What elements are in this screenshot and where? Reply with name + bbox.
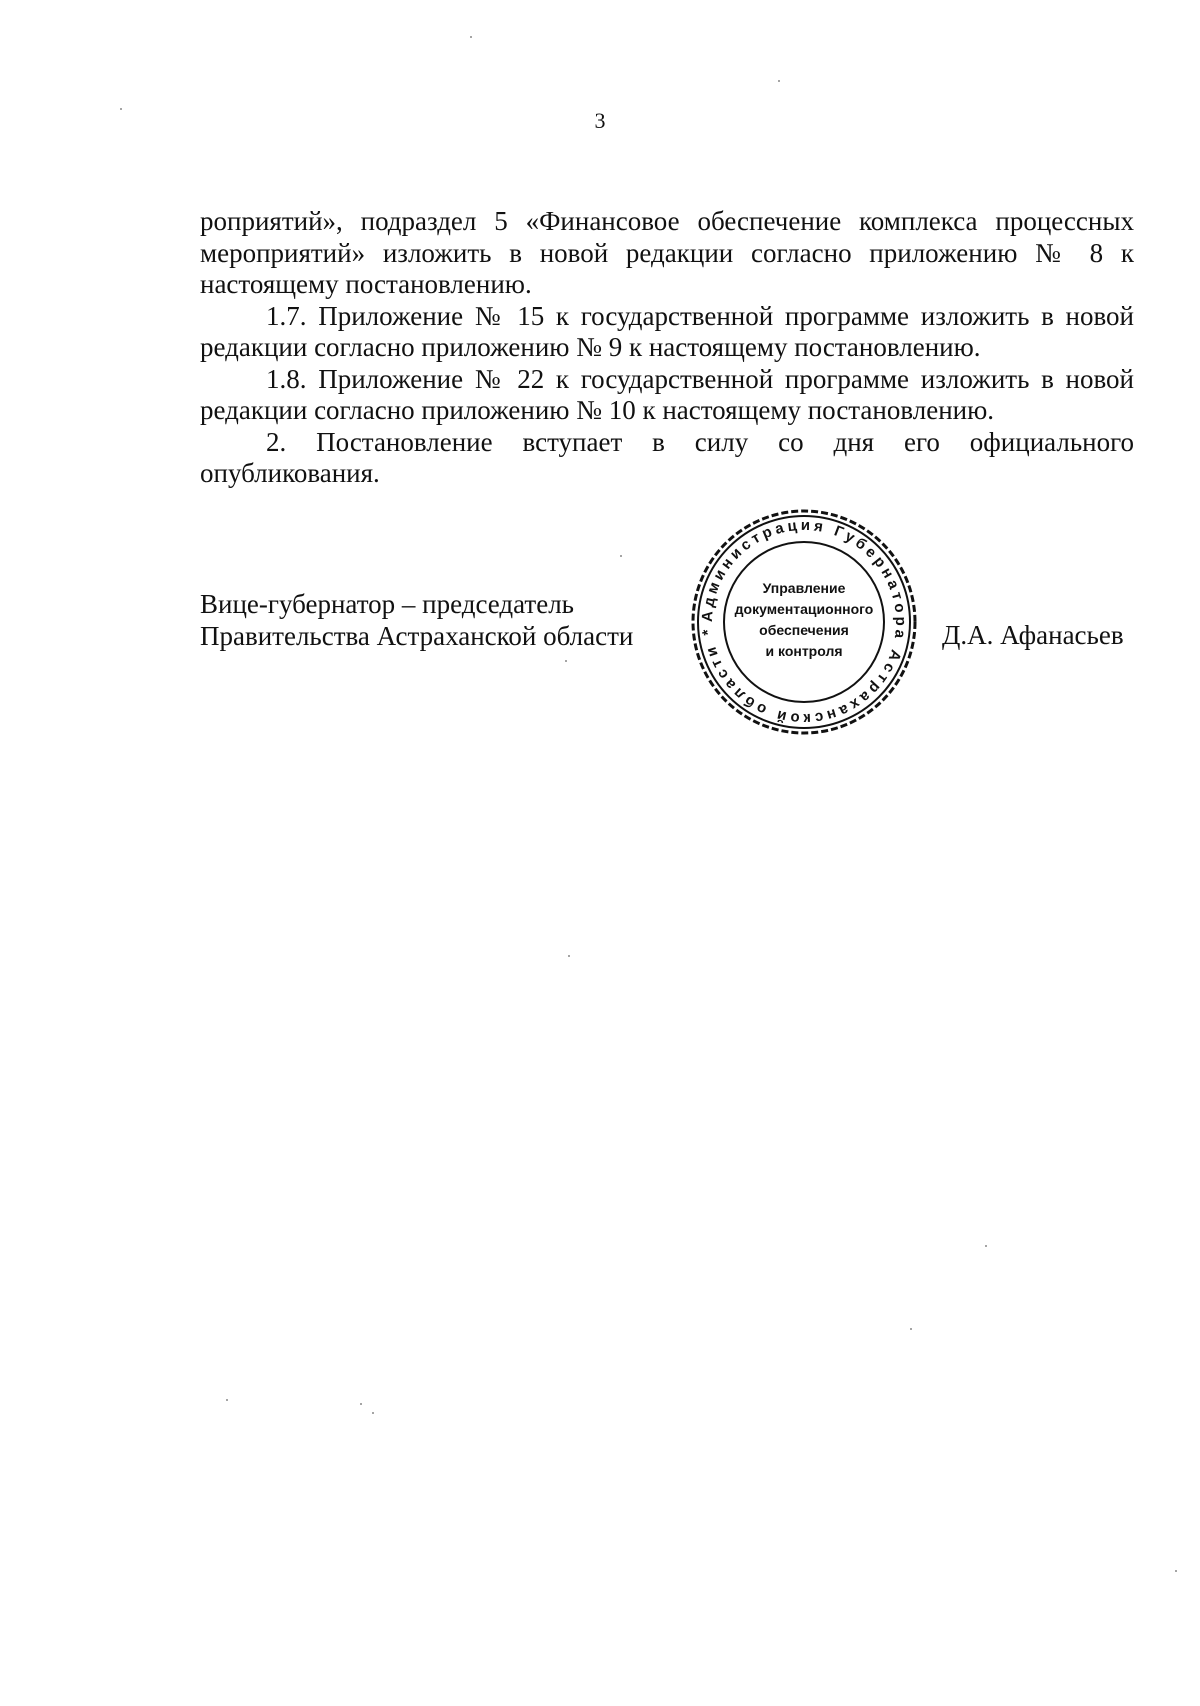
signatory-position-line-1: Вице-губернатор – председатель xyxy=(200,589,574,619)
seal-inner-line-2: документационного xyxy=(734,601,874,617)
paragraph-continuation: роприятий», подраздел 5 «Финансовое обеспечение комплекса процессных мероприятий» изложить в новой редакции согласно приложению № 8 к настоящему постановлению. xyxy=(200,206,1134,299)
document-body xyxy=(200,206,1134,490)
signatory-position xyxy=(200,589,633,652)
scan-speck xyxy=(1175,1570,1177,1572)
seal-outer-text-path: Администрация Губернатора Астраханской области * xyxy=(698,516,910,728)
scan-speck xyxy=(620,555,622,557)
scan-speck xyxy=(226,1399,228,1401)
scan-speck xyxy=(568,955,570,957)
scan-speck xyxy=(470,36,472,38)
signatory-name: Д.А. Афанасьев xyxy=(942,620,1124,650)
paragraph-item-2: 2. Постановление вступает в силу со дня его официального опубликования. xyxy=(200,426,1134,488)
signatory-position-line-2: Правительства Астраханской области xyxy=(200,620,634,651)
scan-speck xyxy=(120,108,122,110)
seal-inner-line-3: обеспечения xyxy=(759,622,849,638)
scan-speck xyxy=(372,1412,374,1414)
page-number: 3 xyxy=(594,108,606,133)
scan-speck xyxy=(985,1245,987,1247)
paragraph-item-1-7: 1.7. Приложение № 15 к государственной программе изложить в новой редакции согласно приложению № 9 к настоящему постановлению. xyxy=(200,300,1134,362)
seal-inner-line-4: и контроля xyxy=(765,643,843,659)
paragraph-item-1-8: 1.8. Приложение № 22 к государственной программе изложить в новой редакции согласно приложению № 10 к настоящему постановлению. xyxy=(200,363,1134,425)
scan-speck xyxy=(360,1403,362,1405)
official-seal-graphic xyxy=(690,508,918,736)
seal-inner-line-1: Управление xyxy=(762,580,846,596)
official-seal xyxy=(690,508,918,736)
scan-speck xyxy=(778,80,780,82)
scan-speck xyxy=(910,1328,912,1330)
scan-speck xyxy=(565,660,567,662)
